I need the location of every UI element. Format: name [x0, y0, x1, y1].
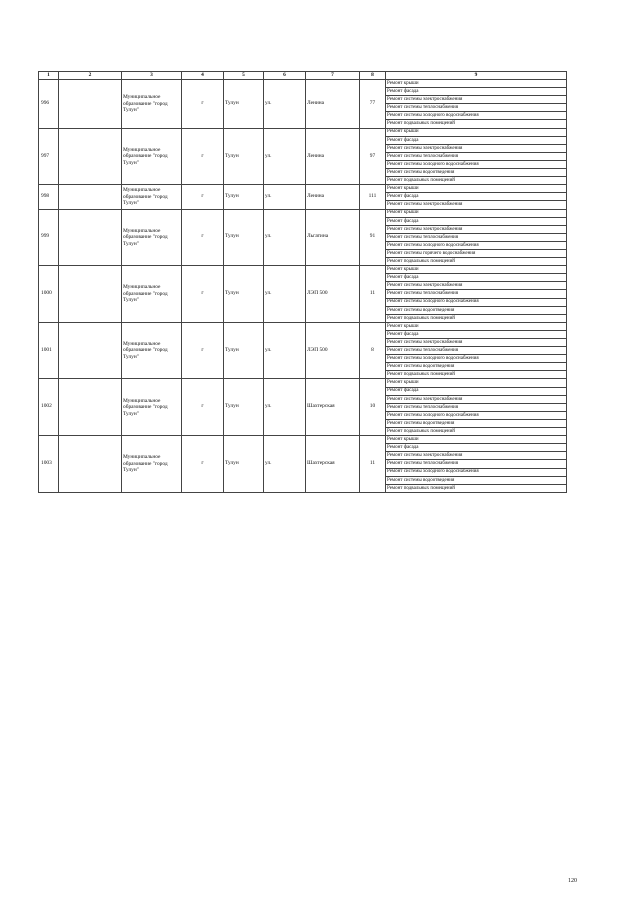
- work-type: Ремонт системы водоотведения: [386, 476, 567, 484]
- street-type: ул.: [264, 209, 306, 266]
- work-type: Ремонт подвальных помещений: [386, 314, 567, 322]
- municipality: Муниципальное образование "город Тулун": [122, 128, 182, 185]
- work-type: Ремонт подвальных помещений: [386, 428, 567, 436]
- settlement-name: Тулун: [224, 80, 264, 129]
- work-type: Ремонт системы водоотведения: [386, 169, 567, 177]
- col-header-5: 5: [224, 72, 264, 80]
- work-type: Ремонт крыши: [386, 436, 567, 444]
- record-col2: [59, 266, 122, 323]
- house-number: 11: [360, 436, 386, 493]
- work-type: Ремонт крыши: [386, 128, 567, 136]
- work-type: Ремонт системы теплоснабжения: [386, 290, 567, 298]
- settlement-type: г: [182, 209, 224, 266]
- work-type: Ремонт системы холодного водоснабжения: [386, 241, 567, 249]
- settlement-name: Тулун: [224, 436, 264, 493]
- record-col2: [59, 128, 122, 185]
- settlement-name: Тулун: [224, 209, 264, 266]
- municipality: Муниципальное образование "город Тулун": [122, 80, 182, 129]
- work-type: Ремонт системы электроснабжения: [386, 282, 567, 290]
- page-number: 120: [568, 878, 577, 884]
- settlement-type: г: [182, 322, 224, 379]
- table-body: [39, 80, 567, 493]
- work-type: Ремонт системы холодного водоснабжения: [386, 468, 567, 476]
- table-row: [39, 379, 567, 387]
- work-type: Ремонт фасада: [386, 136, 567, 144]
- record-col2: [59, 209, 122, 266]
- work-type: Ремонт системы холодного водоснабжения: [386, 411, 567, 419]
- settlement-name: Тулун: [224, 128, 264, 185]
- record-col2: [59, 185, 122, 209]
- municipality: Муниципальное образование "город Тулун": [122, 185, 182, 209]
- work-type: Ремонт крыши: [386, 185, 567, 193]
- municipality: Муниципальное образование "город Тулун": [122, 436, 182, 493]
- settlement-type: г: [182, 379, 224, 436]
- work-type: Ремонт системы теплоснабжения: [386, 104, 567, 112]
- record-number: 996: [39, 80, 59, 129]
- work-type: Ремонт системы теплоснабжения: [386, 233, 567, 241]
- house-number: 10: [360, 379, 386, 436]
- work-type: Ремонт системы теплоснабжения: [386, 347, 567, 355]
- table-row: [39, 322, 567, 330]
- record-number: 1003: [39, 436, 59, 493]
- settlement-type: г: [182, 80, 224, 129]
- record-col2: [59, 80, 122, 129]
- municipality: Муниципальное образование "город Тулун": [122, 209, 182, 266]
- col-header-8: 8: [360, 72, 386, 80]
- street-name: Ленина: [306, 80, 360, 129]
- work-type: Ремонт системы холодного водоснабжения: [386, 355, 567, 363]
- street-name: ЛЭП 500: [306, 322, 360, 379]
- settlement-name: Тулун: [224, 185, 264, 209]
- settlement-type: г: [182, 266, 224, 323]
- street-type: ул.: [264, 80, 306, 129]
- work-type: Ремонт фасада: [386, 217, 567, 225]
- street-name: Ленина: [306, 128, 360, 185]
- street-name: Ленина: [306, 185, 360, 209]
- work-type: Ремонт крыши: [386, 322, 567, 330]
- settlement-type: г: [182, 436, 224, 493]
- record-col2: [59, 322, 122, 379]
- work-type: Ремонт системы теплоснабжения: [386, 152, 567, 160]
- work-type: Ремонт системы электроснабжения: [386, 96, 567, 104]
- work-type: Ремонт фасада: [386, 330, 567, 338]
- work-type: Ремонт системы электроснабжения: [386, 225, 567, 233]
- record-number: 997: [39, 128, 59, 185]
- work-type: Ремонт системы холодного водоснабжения: [386, 160, 567, 168]
- col-header-2: 2: [59, 72, 122, 80]
- house-number: 91: [360, 209, 386, 266]
- street-name: Шахтерская: [306, 379, 360, 436]
- work-type: Ремонт системы водоотведения: [386, 419, 567, 427]
- work-type: Ремонт системы электроснабжения: [386, 395, 567, 403]
- settlement-type: г: [182, 128, 224, 185]
- table-row: [39, 209, 567, 217]
- house-number: 8: [360, 322, 386, 379]
- work-type: Ремонт фасада: [386, 274, 567, 282]
- work-type: Ремонт крыши: [386, 209, 567, 217]
- street-type: ул.: [264, 128, 306, 185]
- street-name: Льгатина: [306, 209, 360, 266]
- work-type: Ремонт системы водоотведения: [386, 306, 567, 314]
- street-name: Шахтерская: [306, 436, 360, 493]
- col-header-6: 6: [264, 72, 306, 80]
- municipality: Муниципальное образование "город Тулун": [122, 379, 182, 436]
- col-header-4: 4: [182, 72, 224, 80]
- table-row: [39, 128, 567, 136]
- work-type: Ремонт подвальных помещений: [386, 258, 567, 266]
- street-type: ул.: [264, 322, 306, 379]
- table-row: [39, 436, 567, 444]
- street-name: ЛЭП 500: [306, 266, 360, 323]
- house-number: 77: [360, 80, 386, 129]
- settlement-type: г: [182, 185, 224, 209]
- work-type: Ремонт системы теплоснабжения: [386, 403, 567, 411]
- table-row: [39, 80, 567, 88]
- work-type: Ремонт крыши: [386, 379, 567, 387]
- work-type: Ремонт фасада: [386, 444, 567, 452]
- work-type: Ремонт подвальных помещений: [386, 371, 567, 379]
- repair-program-table: [38, 71, 567, 493]
- col-header-7: 7: [306, 72, 360, 80]
- work-type: Ремонт фасада: [386, 88, 567, 96]
- house-number: 11: [360, 266, 386, 323]
- work-type: Ремонт системы холодного водоснабжения: [386, 298, 567, 306]
- table-row: [39, 185, 567, 193]
- record-number: 1002: [39, 379, 59, 436]
- work-type: Ремонт системы электроснабжения: [386, 201, 567, 209]
- street-type: ул.: [264, 379, 306, 436]
- work-type: Ремонт системы холодного водоснабжения: [386, 112, 567, 120]
- header-row: [39, 72, 567, 80]
- work-type: Ремонт подвальных помещений: [386, 120, 567, 128]
- work-type: Ремонт системы электроснабжения: [386, 339, 567, 347]
- table-row: [39, 266, 567, 274]
- work-type: Ремонт подвальных помещений: [386, 484, 567, 492]
- record-col2: [59, 379, 122, 436]
- work-type: Ремонт крыши: [386, 80, 567, 88]
- record-number: 998: [39, 185, 59, 209]
- col-header-3: 3: [122, 72, 182, 80]
- col-header-1: 1: [39, 72, 59, 80]
- work-type: Ремонт системы теплоснабжения: [386, 460, 567, 468]
- work-type: Ремонт системы водоотведения: [386, 363, 567, 371]
- work-type: Ремонт фасада: [386, 387, 567, 395]
- street-type: ул.: [264, 185, 306, 209]
- municipality: Муниципальное образование "город Тулун": [122, 322, 182, 379]
- work-type: Ремонт крыши: [386, 266, 567, 274]
- record-col2: [59, 436, 122, 493]
- work-type: Ремонт подвальных помещений: [386, 177, 567, 185]
- record-number: 1001: [39, 322, 59, 379]
- house-number: 97: [360, 128, 386, 185]
- work-type: Ремонт системы электроснабжения: [386, 452, 567, 460]
- house-number: 111: [360, 185, 386, 209]
- work-type: Ремонт системы электроснабжения: [386, 144, 567, 152]
- settlement-name: Тулун: [224, 379, 264, 436]
- record-number: 1000: [39, 266, 59, 323]
- street-type: ул.: [264, 436, 306, 493]
- street-type: ул.: [264, 266, 306, 323]
- municipality: Муниципальное образование "город Тулун": [122, 266, 182, 323]
- work-type: Ремонт фасада: [386, 193, 567, 201]
- settlement-name: Тулун: [224, 266, 264, 323]
- record-number: 999: [39, 209, 59, 266]
- settlement-name: Тулун: [224, 322, 264, 379]
- col-header-9: 9: [386, 72, 567, 80]
- work-type: Ремонт системы горячего водоснабжения: [386, 249, 567, 257]
